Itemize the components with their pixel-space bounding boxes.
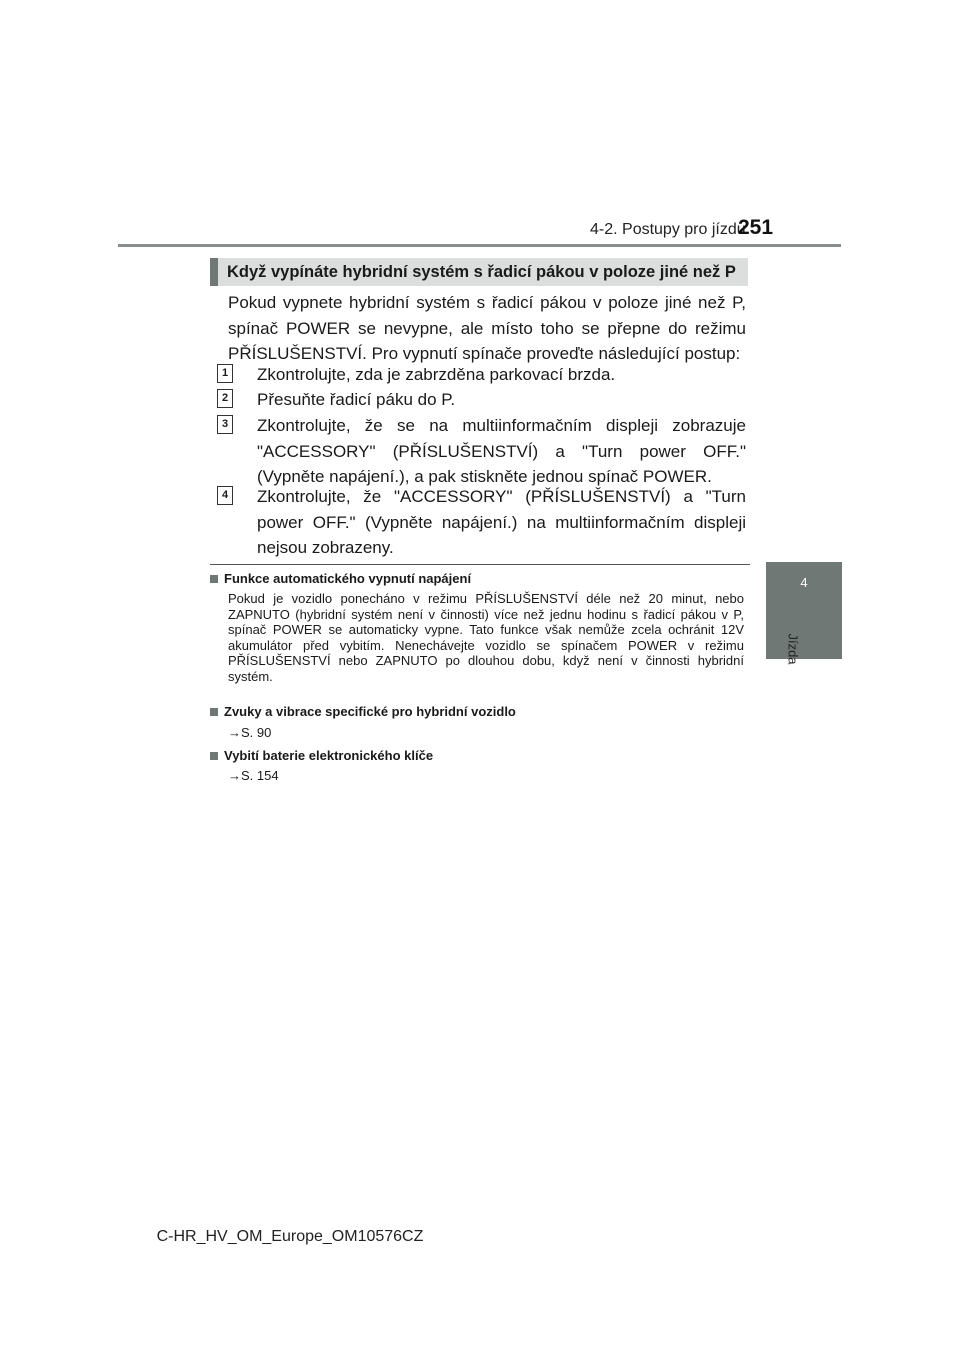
step-text: Zkontrolujte, zda je zabrzděna parkovací brzda. [257,365,616,384]
chapter-label: Jízda [785,633,801,665]
step-number-box: 3 [217,415,233,434]
intro-paragraph: Pokud vypnete hybridní systém s řadicí pákou v poloze jiné než P, spínač POWER se nevypne, ale místo toho se přepne do režimu PŘÍSLUŠENSTVÍ. Pro vypnutí spínače proveďte následující postup: [228,293,746,363]
page-number: 251 [738,216,774,239]
chapter-label-container [783,624,803,674]
square-bullet-icon [210,752,218,760]
note-heading [210,704,516,719]
section-divider [210,564,750,565]
page-reference-link[interactable]: →S. 154 [228,768,279,783]
section-heading-text: Když vypínáte hybridní systém s řadicí pákou v poloze jiné než P [227,263,736,281]
note-heading-text: Zvuky a vibrace specifické pro hybridní vozidlo [224,704,516,719]
note-heading [210,748,433,763]
step-number-box: 2 [217,389,233,408]
header-divider [118,244,841,247]
square-bullet-icon [210,575,218,583]
step-number-box: 1 [217,364,233,383]
chapter-number: 4 [800,575,808,590]
document-code: C-HR_HV_OM_Europe_OM10576CZ [156,1228,424,1245]
header-section-title: 4-2. Postupy pro jízdu [590,221,746,238]
note-heading-text: Vybití baterie elektronického klíče [224,748,434,763]
page-reference-link[interactable]: →S. 90 [228,725,272,740]
section-heading [210,258,748,286]
step-text: Zkontrolujte, že se na multiinformačním displeji zobrazuje "ACCESSORY" (PŘÍSLUŠENSTVÍ) a "Turn power OFF." (Vypněte napájení.), a pak stiskněte jednou spínač POWER. [257,416,746,486]
square-bullet-icon [210,708,218,716]
step-text: Přesuňte řadicí páku do P. [257,390,456,409]
step-text: Zkontrolujte, že "ACCESSORY" (PŘÍSLUŠENSTVÍ) a "Turn power OFF." (Vypněte napájení.) na multiinformačním displeji nejsou zobrazeny. [257,487,746,557]
note-heading-text: Funkce automatického vypnutí napájení [224,571,472,586]
note-body: Pokud je vozidlo ponecháno v režimu PŘÍSLUŠENSTVÍ déle než 20 minut, nebo ZAPNUTO (hybridní systém není v činnosti) více než jednu hodinu s řadicí pákou v P, spínač POWER se automaticky vypne. Tato funkce však nemůže zcela ochránit 12V akumulátor před vybitím. Nenechávejte vozidlo se spínačem POWER v režimu PŘÍSLUŠENSTVÍ nebo ZAPNUTO po dlouhou dobu, když není v činnosti hybridní systém. [228,591,744,684]
note-heading [210,571,471,586]
document-footer [0,1228,960,1246]
step-number-box: 4 [217,486,233,505]
